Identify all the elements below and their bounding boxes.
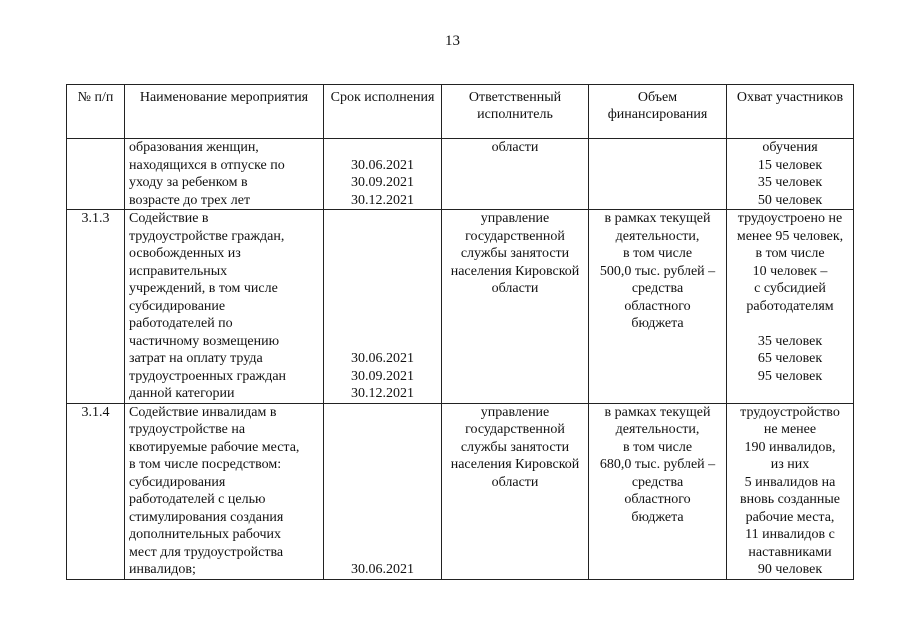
- participant-coverage: [727, 210, 854, 404]
- coverage_top-line: 10 человек –: [752, 263, 828, 279]
- dates-line: 30.06.2021: [351, 562, 414, 577]
- responsible-line: населения Кировской: [450, 457, 580, 472]
- responsible-executor: [442, 403, 589, 579]
- name-line: работодателей с целью: [129, 492, 266, 507]
- coverage_bottom-line: 95 человек: [757, 368, 823, 384]
- name-line: освобожденных из: [129, 246, 241, 261]
- responsible-line: населения Кировской: [450, 263, 580, 279]
- responsible-line: службы занятости: [460, 439, 570, 455]
- name-line: мест для трудоустройства: [129, 544, 284, 560]
- name-line: Содействие в: [129, 211, 209, 226]
- name-line: в том числе посредством:: [129, 457, 282, 472]
- coverage_top-line: трудоустроено не: [737, 211, 843, 226]
- name-line: Содействие инвалидам в: [129, 404, 277, 420]
- name-line: субсидирование: [129, 298, 226, 314]
- deadline-dates: [324, 403, 442, 579]
- name-line: трудоустройстве на: [129, 422, 246, 437]
- name-line: учреждений, в том числе: [129, 281, 278, 296]
- activity-name: [125, 403, 324, 579]
- activities-table: [66, 84, 854, 580]
- funding-line: деятельности,: [615, 228, 700, 244]
- coverage_top-line: работодателям: [746, 298, 834, 314]
- header-num: № п/п: [67, 85, 125, 139]
- responsible-executor: [442, 210, 589, 404]
- participant-coverage: [727, 139, 854, 210]
- coverage_bottom-line: 35 человек: [757, 333, 823, 349]
- name-line: инвалидов;: [129, 562, 196, 577]
- coverage_top-line: не менее: [763, 422, 817, 437]
- header-responsible: Ответственный исполнитель: [442, 85, 589, 139]
- coverage_top-line: обучения: [762, 140, 818, 155]
- name-line: исправительных: [129, 263, 228, 279]
- coverage-gap: [731, 315, 849, 333]
- responsible-line: управление: [480, 211, 550, 226]
- funding-line: деятельности,: [615, 422, 700, 437]
- dates-line: 30.09.2021: [351, 368, 414, 384]
- responsible-line: области: [491, 140, 539, 155]
- header-name: Наименование мероприятия: [125, 85, 324, 139]
- dates-line: 30.12.2021: [351, 192, 414, 208]
- header-deadline: Срок исполнения: [324, 85, 442, 139]
- coverage_bottom-line: 65 человек: [757, 351, 823, 366]
- funding-line: областного: [624, 492, 691, 507]
- dates-line: 30.09.2021: [351, 175, 414, 190]
- table-row: [67, 139, 854, 210]
- name-line: данной категории: [129, 386, 235, 401]
- header-funding: Объем финансирования: [589, 85, 727, 139]
- funding-line: 500,0 тыс. рублей –: [599, 263, 716, 279]
- row-number: 3.1.3: [67, 210, 125, 404]
- name-line: частичному возмещению: [129, 333, 280, 349]
- coverage_top-line: 50 человек: [757, 192, 823, 208]
- name-line: возрасте до трех лет: [129, 192, 251, 208]
- responsible-line: службы занятости: [460, 246, 570, 261]
- header-coverage: Охват участников: [727, 85, 854, 139]
- coverage_top-line: рабочие места,: [745, 509, 835, 525]
- participant-coverage: [727, 403, 854, 579]
- activity-name: [125, 139, 324, 210]
- name-line: работодателей по: [129, 316, 233, 331]
- responsible-line: области: [491, 281, 539, 296]
- responsible-executor: [442, 139, 589, 210]
- table-row: [67, 403, 854, 579]
- funding-line: средства: [631, 281, 684, 296]
- responsible-line: области: [491, 474, 539, 490]
- activity-name: [125, 210, 324, 404]
- funding-line: средства: [631, 474, 684, 490]
- coverage_top-line: менее 95 человек,: [736, 228, 844, 244]
- coverage_top-line: 190 инвалидов,: [744, 439, 836, 455]
- coverage_top-line: 15 человек: [757, 157, 823, 173]
- coverage_top-line: из них: [770, 457, 810, 472]
- funding-line: в том числе: [622, 246, 693, 261]
- coverage_top-line: 35 человек: [757, 175, 823, 190]
- name-line: стимулирования создания: [129, 509, 284, 525]
- coverage_top-line: наставниками: [748, 544, 832, 560]
- row-number: 3.1.4: [67, 403, 125, 579]
- funding-line: бюджета: [631, 509, 684, 525]
- funding-line: в рамках текущей: [604, 404, 711, 420]
- name-line: трудоустроенных граждан: [129, 368, 287, 384]
- funding-line: в том числе: [622, 439, 693, 455]
- coverage_top-line: 11 инвалидов с: [745, 527, 835, 542]
- dates-line: 30.06.2021: [351, 157, 414, 173]
- funding-line: областного: [624, 298, 691, 314]
- responsible-line: управление: [480, 404, 550, 420]
- funding-line: в рамках текущей: [604, 211, 711, 226]
- name-line: уходу за ребенком в: [129, 175, 248, 190]
- dates-line: 30.12.2021: [351, 386, 414, 401]
- name-line: дополнительных рабочих: [129, 527, 282, 542]
- funding-line: бюджета: [631, 316, 684, 331]
- page-number: 13: [445, 33, 460, 49]
- name-line: субсидирования: [129, 474, 226, 490]
- deadline-dates: [324, 139, 442, 210]
- table-row: [67, 210, 854, 404]
- responsible-line: государственной: [465, 228, 565, 244]
- coverage_top-line: вновь созданные: [739, 492, 841, 507]
- coverage_top-line: 90 человек: [757, 562, 823, 577]
- coverage_top-line: трудоустройство: [740, 404, 840, 420]
- name-line: трудоустройстве граждан,: [129, 228, 285, 244]
- table-header-row: [67, 85, 854, 139]
- coverage_top-line: в том числе: [755, 246, 825, 261]
- funding-line: 680,0 тыс. рублей –: [599, 457, 716, 472]
- funding-volume: [589, 403, 727, 579]
- deadline-dates: [324, 210, 442, 404]
- dates-line: 30.06.2021: [351, 351, 414, 366]
- coverage_top-line: с субсидией: [754, 281, 826, 296]
- funding-volume: [589, 139, 727, 210]
- name-line: находящихся в отпуске по: [129, 157, 285, 173]
- row-number: [67, 139, 125, 210]
- coverage_top-line: 5 инвалидов на: [744, 474, 836, 490]
- funding-volume: [589, 210, 727, 404]
- name-line: образования женщин,: [129, 140, 259, 155]
- name-line: затрат на оплату труда: [129, 351, 263, 366]
- responsible-line: государственной: [465, 422, 565, 437]
- name-line: квотируемые рабочие места,: [129, 439, 300, 455]
